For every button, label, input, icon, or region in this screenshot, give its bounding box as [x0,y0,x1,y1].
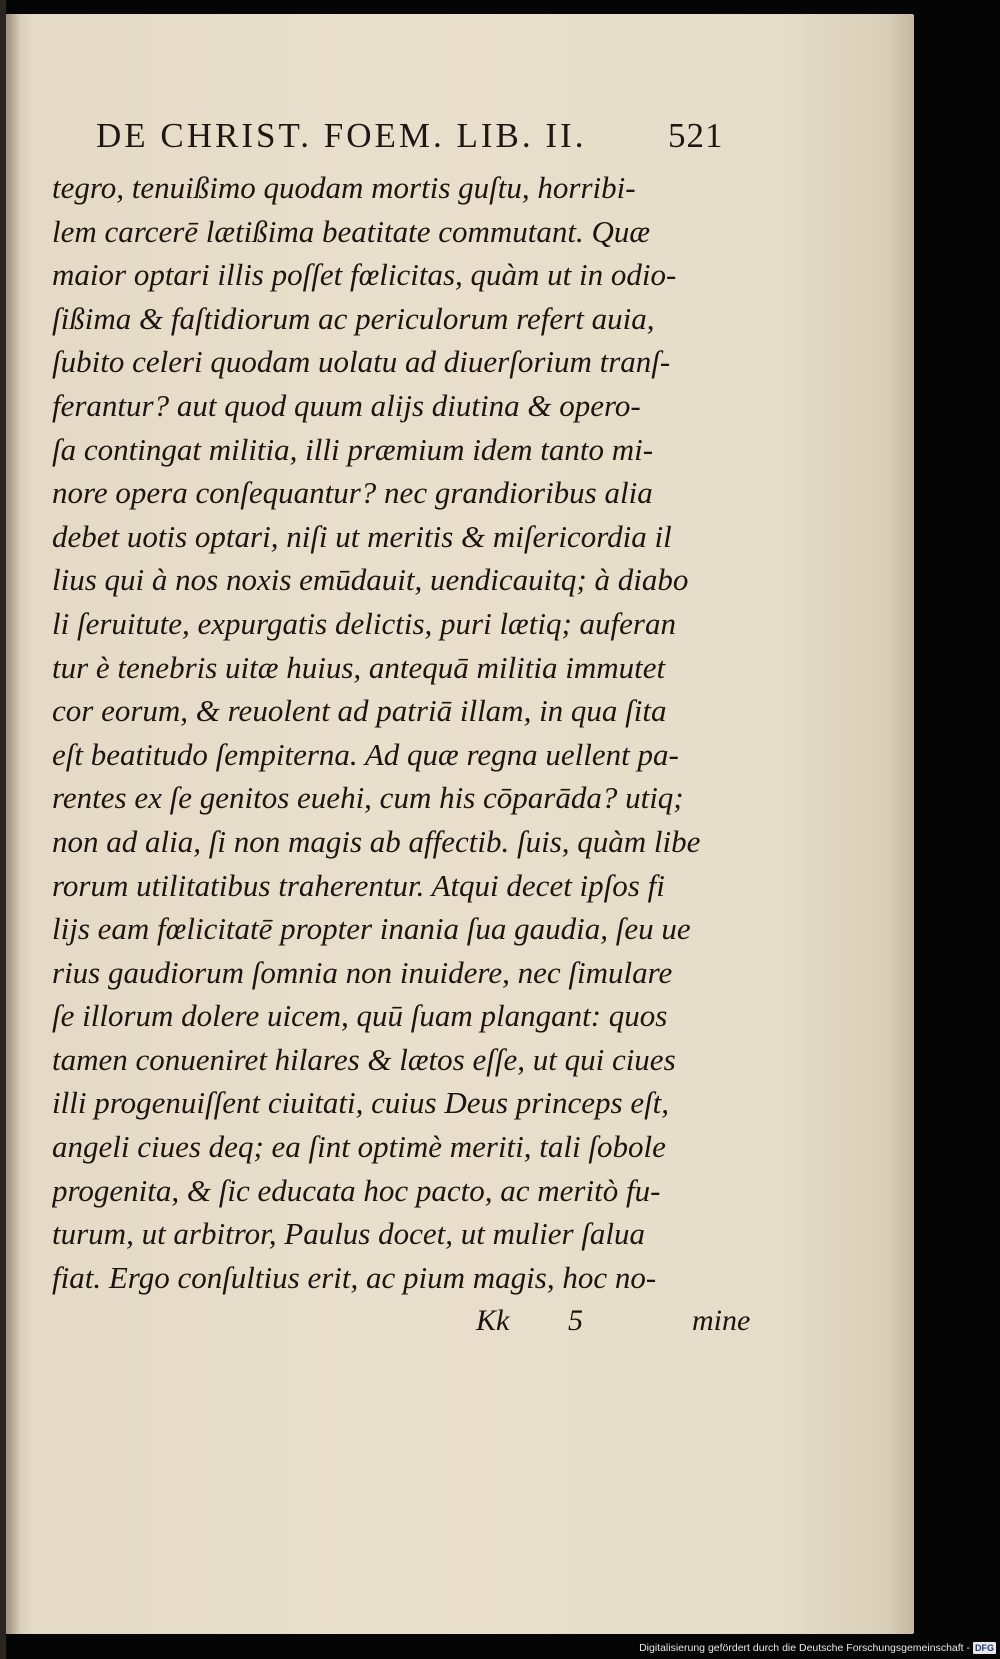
text-line: maior optari illis poſſet fœlicitas, quàm ut in odio- [52,257,677,293]
text-line: eſt beatitudo ſempiterna. Ad quæ regna uellent pa- [52,736,679,772]
running-head-title: DE CHRIST. FOEM. LIB. II. [96,116,587,155]
text-line: fiat. Ergo conſultius erit, ac pium magis, hoc no- [52,1259,657,1295]
text-line: rius gaudiorum ſomnia non inuidere, nec ſimulare [52,954,673,990]
text-line: rorum utilitatibus traherentur. Atqui decet ipſos fi [52,867,665,903]
body-text [52,166,742,1299]
text-line: cor eorum, & reuolent ad patriā illam, in qua ſita [52,693,667,729]
page-footer [6,1304,920,1348]
text-line: lius qui à nos noxis emūdauit, uendicauitq; à diabo [52,562,689,598]
dfg-logo-icon: DFG [975,1643,994,1653]
text-line: angeli ciues deq; ea ſint optimè meriti, tali ſobole [52,1129,666,1165]
text-line: nore opera conſequantur? nec grandioribus alia [52,475,653,511]
running-header [96,116,736,162]
text-line: ſißima & faſtidiorum ac periculorum refert auia, [52,300,655,336]
text-line: ſe illorum dolere uicem, quū ſuam plangant: quos [52,998,668,1034]
folio-number: 521 [668,116,724,155]
text-line: progenita, & ſic educata hoc pacto, ac meritò fu- [52,1172,661,1208]
text-line: tegro, tenuißimo quodam mortis guſtu, horribi- [52,170,636,205]
text-line: ſa contingat militia, illi præmium idem tanto mi- [52,431,654,467]
text-line: li ſeruitute, expurgatis delictis, puri lætiq; auferan [52,605,676,641]
text-line: lijs eam fœlicitatē propter inania ſua gaudia, ſeu ue [52,911,691,947]
text-line: ferantur? aut quod quum alijs diutina & opero- [52,387,641,423]
text-line: turum, ut arbitror, Paulus docet, ut mulier ſalua [52,1216,646,1252]
text-line: lem carcerē lætißima beatitate commutant. Quæ [52,213,651,249]
credit-text: Digitalisierung gefördert durch die Deutsche Forschungsgemeinschaft - [639,1642,970,1654]
text-line: tamen conueniret hilares & lætos eſſe, ut qui ciues [52,1041,676,1077]
catchword: mine [692,1304,751,1337]
funding-credit [639,1641,996,1655]
text-line: illi progenuiſſent ciuitati, cuius Deus princeps eſt, [52,1085,670,1121]
text-line: non ad alia, ſi non magis ab affectib. ſuis, quàm libe [52,823,701,859]
book-page [6,14,914,1634]
signature-mark: Kk [476,1304,510,1337]
text-line: rentes ex ſe genitos euehi, cum his cōparāda? utiq; [52,780,684,816]
text-line: tur è tenebris uitæ huius, antequā militia immutet [52,649,666,685]
text-line: debet uotis optari, niſi ut meritis & miſericordia il [52,518,672,554]
text-line: ſubito celeri quodam uolatu ad diuerſorium tranſ- [52,344,671,380]
signature-number: 5 [568,1304,583,1337]
